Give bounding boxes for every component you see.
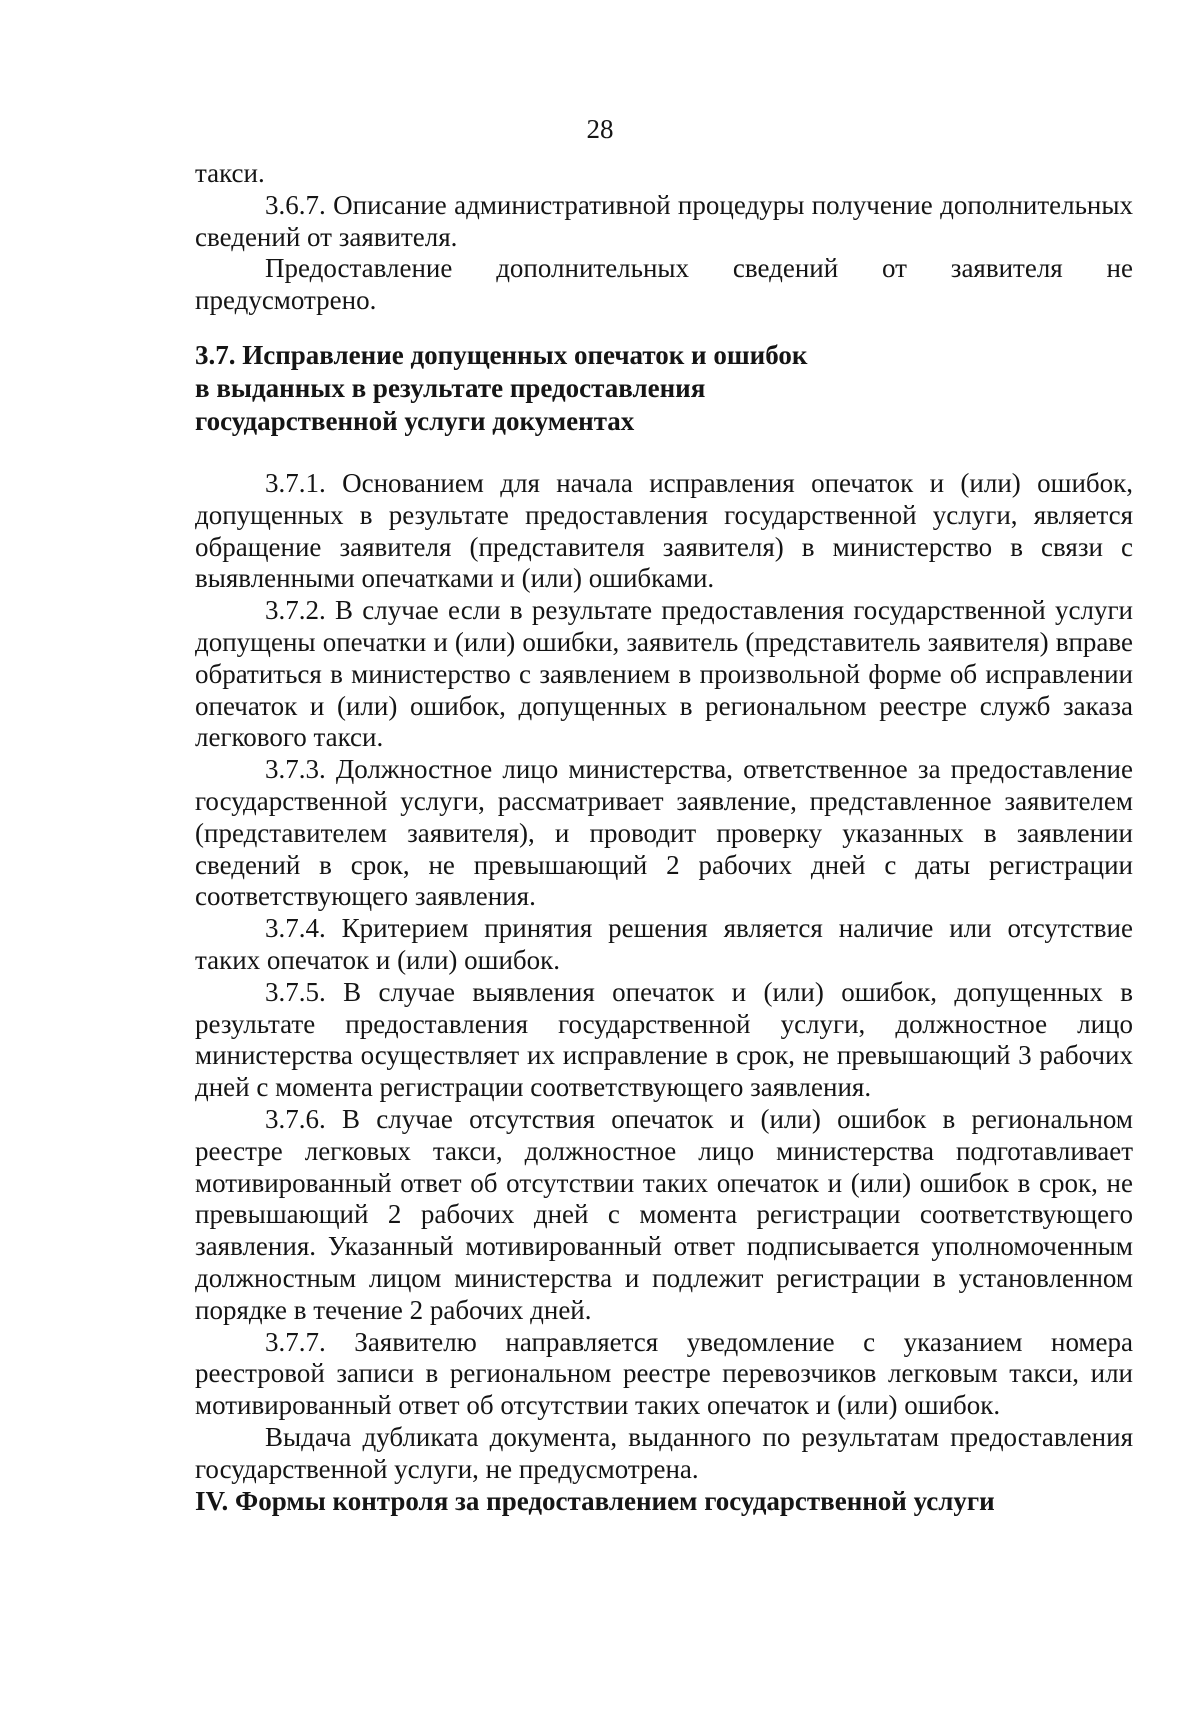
paragraph-3-6-7-additional: Предоставление дополнительных сведений от заявителя не предусмотрено. (195, 253, 1133, 316)
paragraph-3-7-5: 3.7.5. В случае выявления опечаток и (или) ошибок, допущенных в результате предоставления государственной услуги, должностное лицо министерства осуществляет их исправление в срок, не превышающий 3 рабочих дней с момента регистрации соответствующего заявления. (195, 976, 1133, 1103)
paragraph-3-7-4: 3.7.4. Критерием принятия решения является наличие или отсутствие таких опечаток и (или) ошибок. (195, 913, 1133, 975)
document-body (195, 158, 1133, 1518)
paragraph-3-6-7: 3.6.7. Описание административной процедуры получение дополнительных сведений от заявителя. (195, 189, 1133, 252)
heading-3-7-line-1: 3.7. Исправление допущенных опечаток и ошибок (195, 339, 808, 370)
paragraph-3-7-7: 3.7.7. Заявителю направляется уведомление с указанием номера реестровой записи в региональном реестре перевозчиков легковым такси, или мотивированный ответ об отсутствии таких опечаток и (или) ошибок. (195, 1326, 1133, 1421)
section-iv-heading: IV. Формы контроля за предоставлением государственной услуги (195, 1486, 995, 1517)
page-number: 28 (586, 114, 614, 144)
paragraph-duplicate: Выдача дубликата документа, выданного по результатам предоставления государственной услуги, не предусмотрена. (195, 1421, 1133, 1484)
paragraph-3-7-3: 3.7.3. Должностное лицо министерства, ответственное за предоставление государственной услуги, рассматривает заявление, представленное заявителем (представителем заявителя), и проводит проверку указанных в заявлении сведений в срок, не превышающий 2 рабочих дней с даты регистрации соответствующего заявления. (195, 754, 1133, 912)
heading-3-7-line-3: государственной услуги документах (195, 405, 635, 436)
heading-3-7 (195, 339, 1133, 438)
heading-3-7-line-2: в выданных в результате предоставления (195, 372, 706, 403)
paragraph-3-7-2: 3.7.2. В случае если в результате предоставления государственной услуги допущены опечатки и (или) ошибки, заявитель (представитель заявителя) вправе обратиться в министерство с заявлением в произвольной форме об исправлении опечаток и (или) ошибок, допущенных в региональном реестре служб заказа легкового такси. (195, 595, 1133, 753)
paragraph-3-7-1: 3.7.1. Основанием для начала исправления опечаток и (или) ошибок, допущенных в результате предоставления государственной услуги, является обращение заявителя (представителя заявителя) в министерство в связи с выявленными опечатками и (или) ошибками. (195, 467, 1133, 594)
paragraph-3-7-6: 3.7.6. В случае отсутствия опечаток и (или) ошибок в региональном реестре легковых такси, должностное лицо министерства подготавливает мотивированный ответ об отсутствии таких опечаток и (или) ошибок в срок, не превышающий 2 рабочих дней с момента регистрации соответствующего заявления. Указанный мотивированный ответ подписывается уполномоченным должностным лицом министерства и подлежит регистрации в установленном порядке в течение 2 рабочих дней. (195, 1103, 1133, 1325)
paragraph-taxi-end: такси. (195, 158, 265, 188)
